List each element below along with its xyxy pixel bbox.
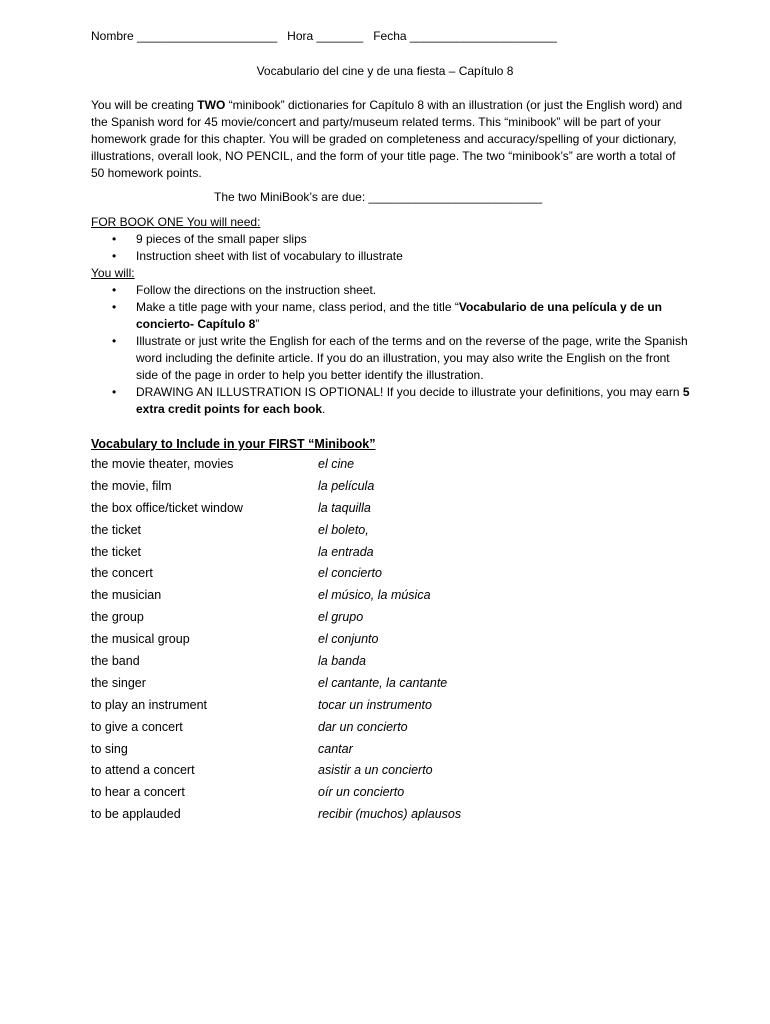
list-item: • 9 pieces of the small paper slips xyxy=(91,231,691,248)
vocab-row xyxy=(91,541,591,563)
vocab-row xyxy=(91,497,591,519)
vocab-row xyxy=(91,519,591,541)
vocab-english: the group xyxy=(91,610,144,625)
header-fields: Nombre _____________________ Hora _______ Fecha ______________________ xyxy=(91,29,557,43)
intro-text-rest: “minibook” dictionaries for Capítulo 8 with an illustration (or just the English word) and the Spanish word for 45 movie/concert and party/museum related terms. This “minibook” will be part of your homework grade for this chapter. You will be graded on completeness and accuracy/spelling of your dictionary, illustrations, overall look, NO PENCIL, and the form of your title page. The two “minibook’s” are worth a total of 50 homework points. xyxy=(91,98,683,180)
you-will-list xyxy=(91,282,691,418)
book-one-needs-list xyxy=(91,231,691,265)
vocab-spanish: la taquilla xyxy=(318,500,371,515)
vocab-row xyxy=(91,453,591,475)
page-title: Vocabulario del cine y de una fiesta – Capítulo 8 xyxy=(256,64,514,78)
vocab-english: the box office/ticket window xyxy=(91,500,243,515)
vocab-row xyxy=(91,650,591,672)
vocab-spanish: la banda xyxy=(318,653,366,668)
vocab-spanish: el grupo xyxy=(318,610,364,625)
vocab-english: the movie, film xyxy=(91,478,172,493)
vocab-spanish: el cantante, la cantante xyxy=(318,675,448,690)
list-item: • Instruction sheet with list of vocabulary to illustrate xyxy=(91,248,691,265)
vocab-spanish: la entrada xyxy=(318,544,374,559)
vocab-row xyxy=(91,803,591,825)
due-date-line: The two MiniBook’s are due: __________________________ xyxy=(214,190,543,204)
intro-bold-two: TWO xyxy=(197,98,226,112)
vocab-english: the singer xyxy=(91,675,146,690)
vocab-english: the musical group xyxy=(91,632,190,647)
vocab-spanish: la película xyxy=(318,478,375,493)
vocab-row xyxy=(91,716,591,738)
vocab-spanish: dar un concierto xyxy=(318,719,408,734)
you-will-heading: You will: xyxy=(91,266,135,280)
vocab-spanish: cantar xyxy=(318,741,353,756)
vocab-spanish: el cine xyxy=(318,456,355,471)
vocab-row xyxy=(91,628,591,650)
vocab-spanish: oír un concierto xyxy=(318,785,405,800)
vocab-spanish: el boleto, xyxy=(318,522,369,537)
book-one-heading: FOR BOOK ONE You will need: xyxy=(91,215,261,229)
title-bold: Vocabulario de una película y de un concierto- Capítulo 8 xyxy=(136,300,662,331)
list-item: • Follow the directions on the instruction sheet. xyxy=(91,282,691,299)
vocab-spanish: el concierto xyxy=(318,566,382,581)
vocab-row xyxy=(91,738,591,760)
vocab-row xyxy=(91,759,591,781)
vocab-row xyxy=(91,694,591,716)
vocab-english: to attend a concert xyxy=(91,763,195,778)
vocab-english: the movie theater, movies xyxy=(91,456,234,471)
vocab-row xyxy=(91,672,591,694)
vocab-spanish: el conjunto xyxy=(318,632,379,647)
vocab-english: to be applauded xyxy=(91,807,181,822)
vocab-english: to give a concert xyxy=(91,719,183,734)
vocab-spanish: el músico, la música xyxy=(318,588,431,603)
extra-credit-bold: 5 extra credit points for each book xyxy=(136,385,690,416)
vocab-row xyxy=(91,781,591,803)
vocab-spanish: asistir a un concierto xyxy=(318,763,433,778)
list-item xyxy=(91,384,691,418)
vocab-english: to play an instrument xyxy=(91,697,208,712)
intro-text-start: You will be creating xyxy=(91,98,198,112)
intro-paragraph xyxy=(91,97,691,182)
list-item: • Illustrate or just write the English for each of the terms and on the reverse of the page, write the Spanish word including the definite article. If you do an illustration, you may also write the English on the front side of the page in order to help you better identify the illustration. xyxy=(91,333,691,384)
vocab-english: the musician xyxy=(91,588,162,603)
vocab-row xyxy=(91,562,591,584)
vocab-english: the ticket xyxy=(91,522,142,537)
vocab-spanish: tocar un instrumento xyxy=(318,697,432,712)
item-text: DRAWING AN ILLUSTRATION IS OPTIONAL! If you decide to illustrate your definitions, you may earn xyxy=(136,385,683,399)
vocab-english: to hear a concert xyxy=(91,785,185,800)
vocab-english: the concert xyxy=(91,566,153,581)
item-text: Make a title page with your name, class period, and the title “ xyxy=(136,300,459,314)
vocab-row xyxy=(91,584,591,606)
vocab-english: the band xyxy=(91,653,140,668)
vocab-spanish: recibir (muchos) aplausos xyxy=(318,807,462,822)
vocab-english: to sing xyxy=(91,741,128,756)
vocab-row xyxy=(91,606,591,628)
item-text: ” xyxy=(255,317,260,331)
book-one-section xyxy=(91,214,691,418)
list-item xyxy=(91,299,691,333)
vocab-row xyxy=(91,475,591,497)
vocab-english: the ticket xyxy=(91,544,142,559)
vocab-heading: Vocabulary to Include in your FIRST “Minibook” xyxy=(91,437,376,451)
item-text: . xyxy=(322,402,326,416)
vocab-list xyxy=(91,453,591,825)
